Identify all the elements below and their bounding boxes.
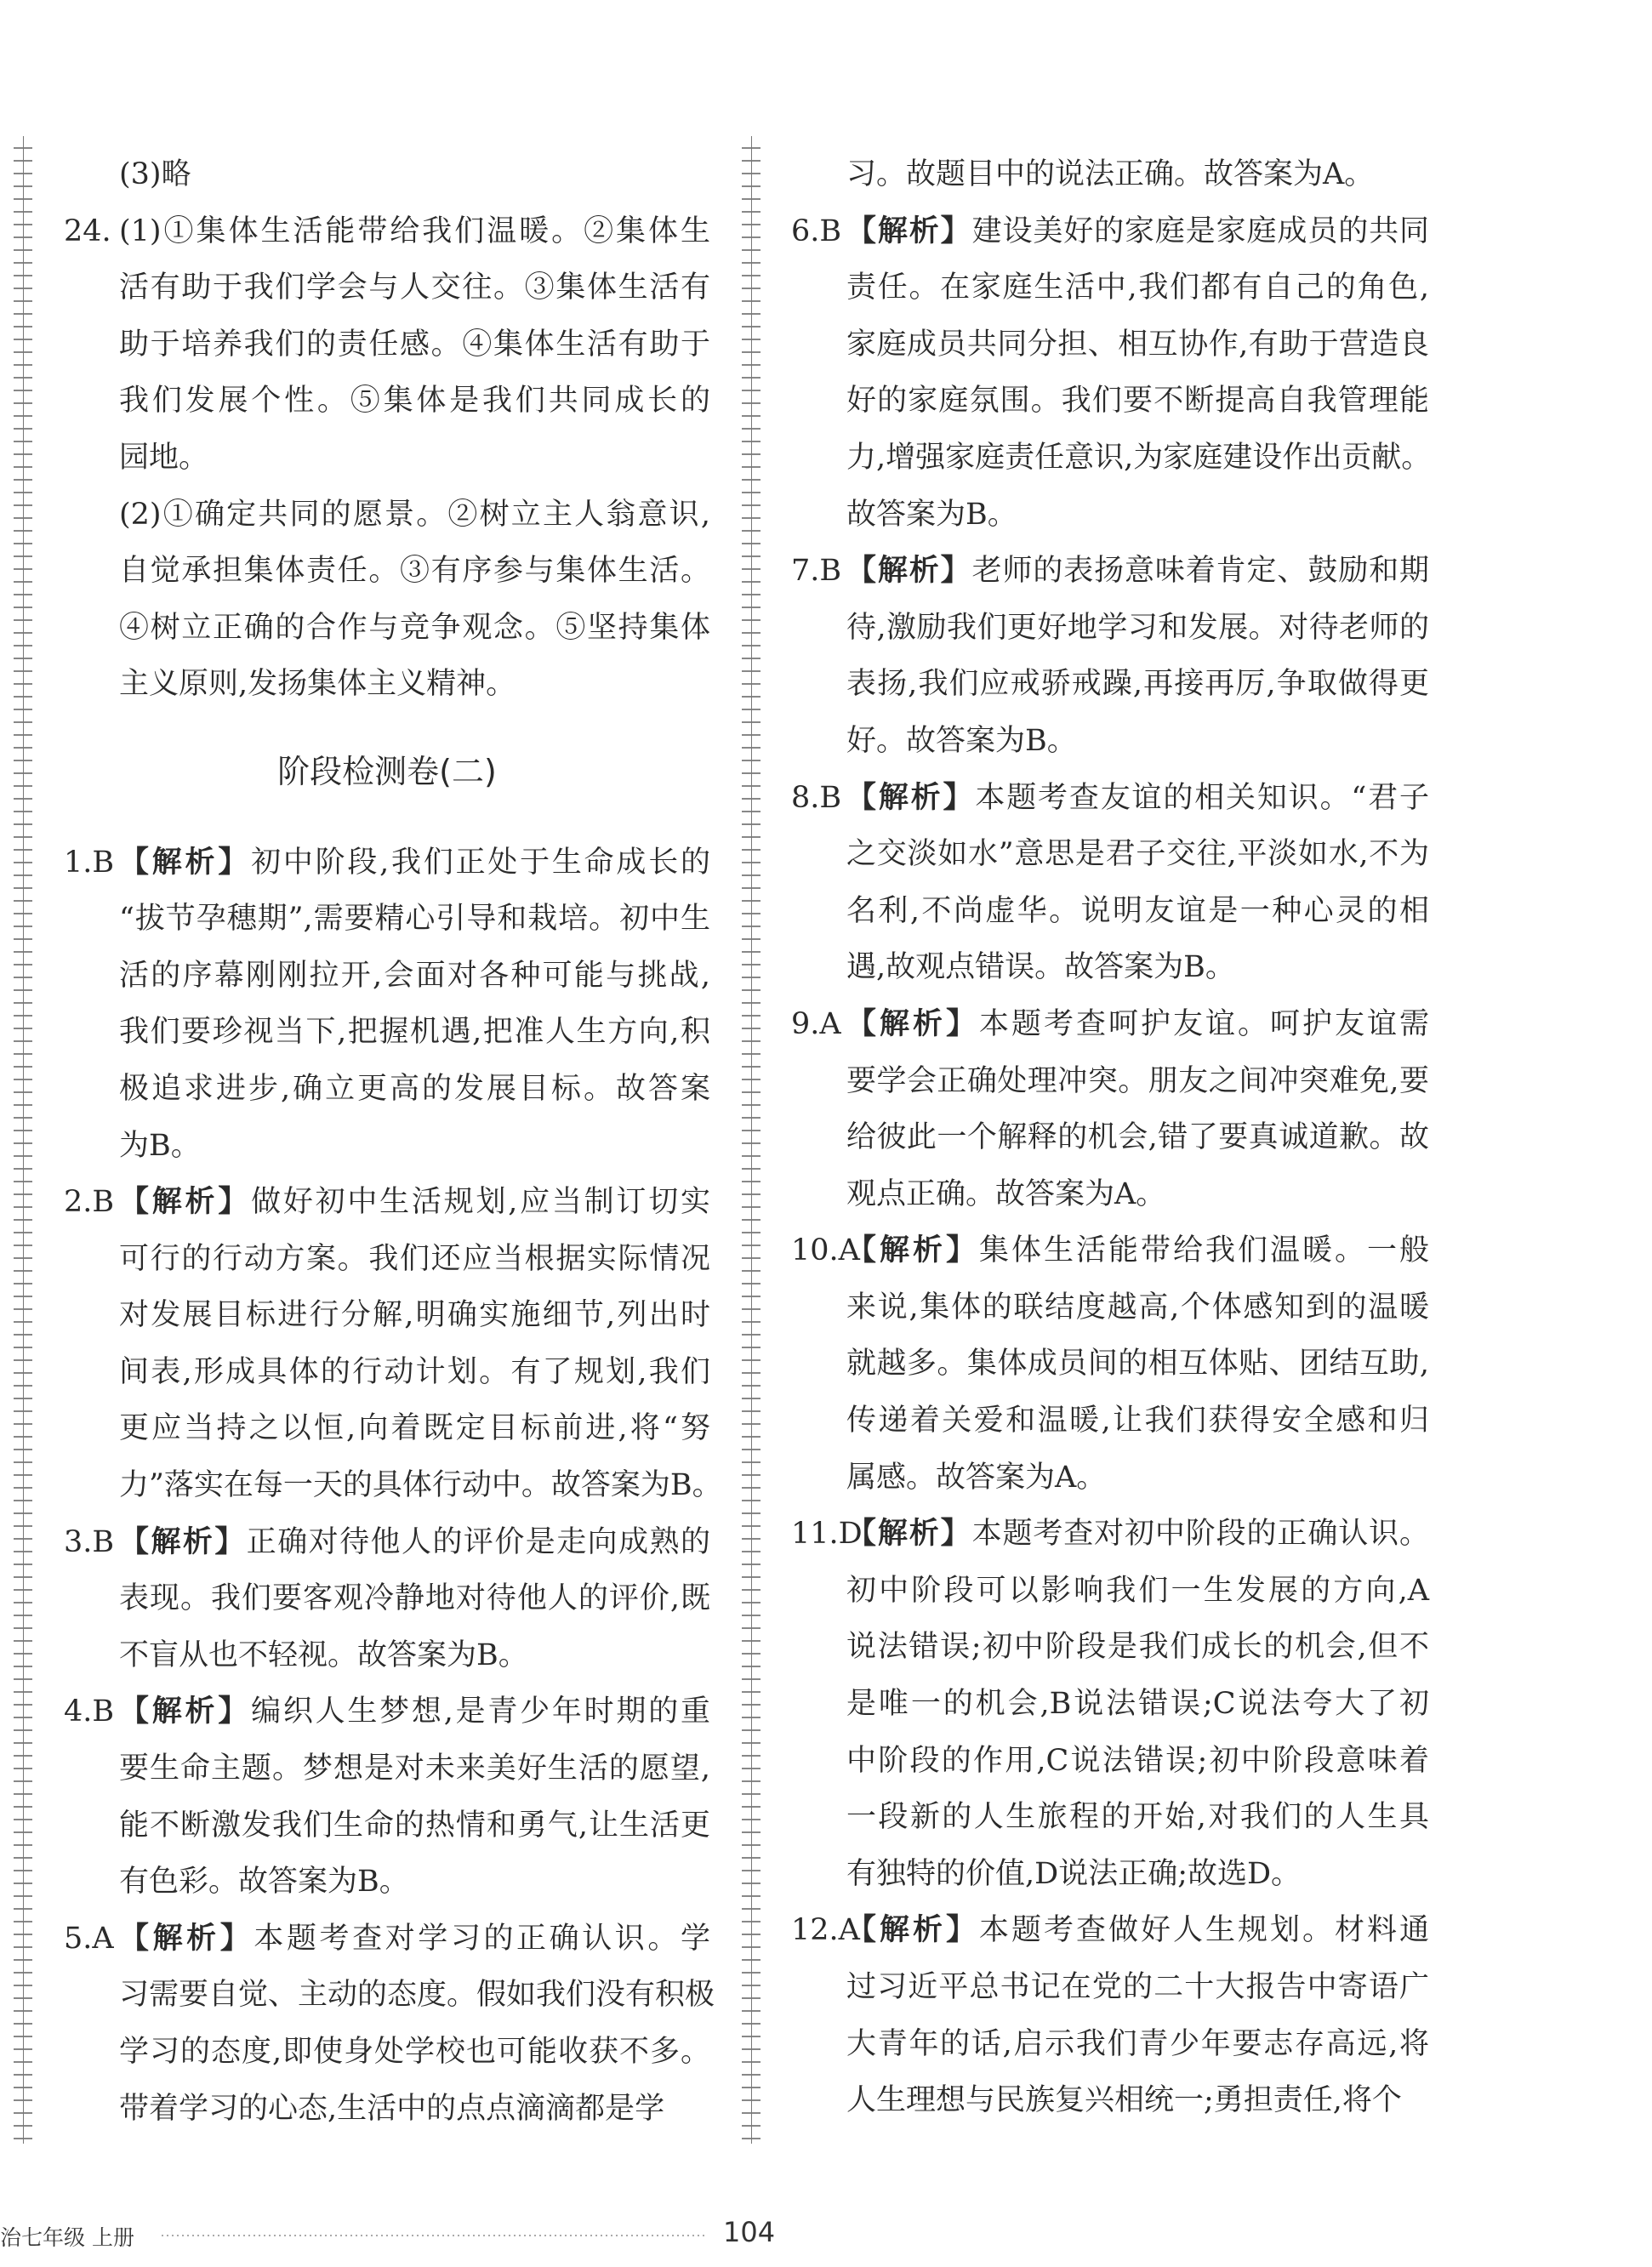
text-line: 传递着关爱和温暖,让我们获得安全感和归 (846, 1404, 1429, 1438)
right-column (791, 146, 1432, 2129)
answer-number: 6.B (791, 214, 842, 248)
answer-item (64, 1174, 722, 1514)
analysis-tag: 【解析】 (119, 1524, 247, 1559)
text-line: 来说,集体的联结度越高,个体感知到的温暖 (846, 1290, 1429, 1324)
text-line: 园地。 (119, 440, 209, 475)
text-line: 为B。 (119, 1128, 201, 1163)
text-line-body: 本题考查对初中阶段的正确认识。 (971, 1517, 1429, 1552)
text-line-body: 本题考查对学习的正确认识。学 (253, 1921, 710, 1956)
text-line: 极追求进步,确立更高的发展目标。故答案 (119, 1071, 710, 1106)
right-answer-list (791, 203, 1432, 2129)
text-line-body: 本题考查友谊的相关知识。“君子 (975, 780, 1429, 815)
binding-margin-center (738, 136, 764, 2144)
answer-item (791, 996, 1429, 1222)
text-line: 有独特的价值,D说法正确;故选D。 (846, 1856, 1302, 1891)
left-answer-list (64, 834, 722, 2138)
text-line (119, 1911, 710, 1968)
text-line-body: 做好初中生活规划,应当制订切实 (251, 1185, 710, 1220)
text-line: 给彼此一个解释的机会,错了要真诚道歉。故 (846, 1120, 1429, 1155)
text-line: 说法错误;初中阶段是我们成长的机会,但不 (846, 1630, 1429, 1665)
analysis-tag: 【解析】 (119, 845, 252, 880)
analysis-tag: 【解析】 (119, 1921, 254, 1956)
text-line: (2)①确定共同的愿景。②树立主人翁意识, (119, 497, 710, 532)
analysis-tag: 【解析】 (846, 1913, 979, 1948)
text-line: 力,增强家庭责任意识,为家庭建设作出贡献。 (846, 440, 1432, 475)
text-line: 家庭成员共同分担、相互协作,有助于营造良 (846, 327, 1429, 362)
text-line: 大青年的话,启示我们青少年要志存高远,将 (846, 2026, 1429, 2061)
answer-item (791, 770, 1429, 996)
text-line (846, 770, 1429, 827)
text-line: 自觉承担集体责任。③有序参与集体生活。 (119, 554, 710, 589)
text-line: 初中阶段可以影响我们一生发展的方向,A (846, 1573, 1429, 1608)
text-line: (1)①集体生活能带给我们温暖。②集体生 (119, 214, 710, 248)
analysis-tag: 【解析】 (846, 214, 972, 248)
analysis-tag: 【解析】 (846, 1006, 979, 1041)
text-line: 助于培养我们的责任感。④集体生活有助于 (119, 327, 710, 362)
text-line: 名利,不尚虚华。说明友谊是一种心灵的相 (846, 893, 1429, 928)
analysis-tag: 【解析】 (846, 1517, 972, 1552)
text-line: 间表,形成具体的行动计划。有了规划,我们 (119, 1354, 710, 1389)
text-line: ④树立正确的合作与竞争观念。⑤坚持集体 (119, 610, 710, 645)
q24-part2 (119, 487, 710, 713)
text-line-body: 集体生活能带给我们温暖。一般 (979, 1233, 1429, 1268)
text-line: 我们要珍视当下,把握机遇,把准人生方向,积 (119, 1015, 710, 1050)
q24-number: 24. (64, 214, 111, 248)
text-line: 遇,故观点错误。故答案为B。 (846, 950, 1235, 985)
text-line: 表现。我们要客观冷静地对待他人的评价,既 (119, 1581, 710, 1616)
section-title: 阶段检测卷(二) (277, 752, 497, 790)
text-line: 对发展目标进行分解,明确实施细节,列出时 (119, 1298, 710, 1333)
answer-number: 8.B (791, 780, 842, 815)
text-line (119, 1174, 710, 1231)
text-line: 能不断激发我们生命的热情和勇气,让生活更 (119, 1808, 710, 1843)
answer-item (791, 203, 1432, 544)
text-line: “拔节孕穗期”,需要精心引导和栽培。初中生 (119, 902, 710, 937)
text-line (119, 834, 710, 891)
text-line: 要学会正确处理冲突。朋友之间冲突难免,要 (846, 1063, 1429, 1098)
text-line-body: 正确对待他人的评价是走向成熟的 (246, 1524, 710, 1559)
analysis-tag: 【解析】 (846, 554, 972, 589)
text-line: 好。故答案为B。 (846, 723, 1077, 758)
text-line-body: 编织人生梦想,是青少年时期的重 (251, 1695, 710, 1729)
text-line: 活的序幕刚刚拉开,会面对各种可能与挑战, (119, 958, 710, 993)
answer-number: 2.B (64, 1185, 115, 1220)
grade-label: 治七年级 上册 (0, 2225, 134, 2250)
text-line: 活有助于我们学会与人交往。③集体生活有 (119, 271, 710, 305)
text-line: 力”落实在每一天的具体行动中。故答案为B。 (119, 1468, 722, 1503)
answer-number: 12.A (791, 1913, 860, 1948)
text-line (846, 203, 1429, 260)
answer-item (791, 543, 1429, 769)
q23-part3: (3)略 (119, 157, 191, 191)
text-line: 观点正确。故答案为A。 (846, 1176, 1166, 1211)
text-line: 属感。故答案为A。 (846, 1460, 1107, 1495)
answer-item (64, 1911, 715, 2137)
answer-item (64, 834, 710, 1175)
text-line (846, 1902, 1429, 1959)
text-line (846, 543, 1429, 600)
text-line: 一段新的人生旅程的开始,对我们的人生具 (846, 1800, 1429, 1835)
text-line: 学习的态度,即使身处学校也可能收获不多。 (119, 2035, 710, 2069)
page-footer (0, 2216, 783, 2253)
binding-margin-left (10, 136, 36, 2144)
text-line: 有色彩。故答案为B。 (119, 1865, 409, 1900)
text-line: 是唯一的机会,B说法错误;C说法夸大了初 (846, 1687, 1429, 1722)
text-line (119, 1514, 710, 1571)
footer-leader-dots (162, 2235, 706, 2236)
text-line: 主义原则,发扬集体主义精神。 (119, 667, 516, 702)
text-line: 我们发展个性。⑤集体是我们共同成长的 (119, 384, 710, 419)
text-line: 表扬,我们应戒骄戒躁,再接再厉,争取做得更 (846, 667, 1429, 702)
text-line: 要生命主题。梦想是对未来美好生活的愿望, (119, 1752, 710, 1786)
text-line (846, 996, 1429, 1053)
text-line: 待,激励我们更好地学习和发展。对待老师的 (846, 610, 1429, 645)
answer-number: 5.A (64, 1921, 114, 1956)
carry-over-line: 习。故题目中的说法正确。故答案为A。 (846, 157, 1375, 191)
answer-item (791, 1222, 1429, 1506)
answer-item (791, 1902, 1429, 2128)
answer-item (64, 1514, 710, 1684)
text-line-body: 建设美好的家庭是家庭成员的共同 (971, 214, 1429, 248)
answer-number: 11.D (791, 1517, 863, 1552)
text-line: 之交淡如水”意思是君子交往,平淡如水,不为 (846, 837, 1429, 872)
text-line: 更应当持之以恒,向着既定目标前进,将“努 (119, 1411, 710, 1446)
text-line: 带着学习的心态,生活中的点点滴滴都是学 (119, 2091, 665, 2126)
text-line-body: 本题考查呵护友谊。呵护友谊需 (979, 1006, 1429, 1041)
text-line-body: 老师的表扬意味着肯定、鼓励和期 (971, 554, 1429, 589)
text-line: 就越多。集体成员间的相互体贴、团结互助, (846, 1347, 1429, 1381)
text-line: 可行的行动方案。我们还应当根据实际情况 (119, 1241, 710, 1276)
q24 (64, 203, 710, 713)
answer-number: 7.B (791, 554, 842, 589)
analysis-tag: 【解析】 (846, 780, 976, 815)
left-column (64, 146, 722, 2137)
answer-number: 1.B (64, 845, 115, 880)
q24-part1 (119, 203, 710, 487)
text-line: 习需要自觉、主动的态度。假如我们没有积极 (119, 1978, 715, 2013)
analysis-tag: 【解析】 (119, 1185, 252, 1220)
answer-number: 4.B (64, 1695, 115, 1729)
text-line-body: 本题考查做好人生规划。材料通 (979, 1913, 1429, 1948)
text-line (846, 1506, 1429, 1563)
text-line: 责任。在家庭生活中,我们都有自己的角色, (846, 271, 1429, 305)
answer-item (64, 1683, 710, 1910)
answer-number: 10.A (791, 1233, 860, 1268)
text-line: 过习近平总书记在党的二十大报告中寄语广 (846, 1970, 1429, 2004)
text-line-body: 初中阶段,我们正处于生命成长的 (251, 845, 710, 880)
text-line: 好的家庭氛围。我们要不断提高自我管理能 (846, 384, 1429, 419)
text-line: 人生理想与民族复兴相统一;勇担责任,将个 (846, 2083, 1402, 2118)
text-line: 故答案为B。 (846, 497, 1017, 532)
page-number: 104 (723, 2216, 776, 2248)
text-line: 中阶段的作用,C说法错误;初中阶段意味着 (846, 1743, 1429, 1778)
analysis-tag: 【解析】 (119, 1695, 252, 1729)
text-line (846, 1222, 1429, 1279)
answer-item (791, 1506, 1429, 1902)
text-line (119, 1683, 710, 1740)
answer-number: 3.B (64, 1524, 115, 1559)
analysis-tag: 【解析】 (846, 1233, 979, 1268)
answer-number: 9.A (791, 1006, 841, 1041)
text-line: 不盲从也不轻视。故答案为B。 (119, 1638, 528, 1672)
